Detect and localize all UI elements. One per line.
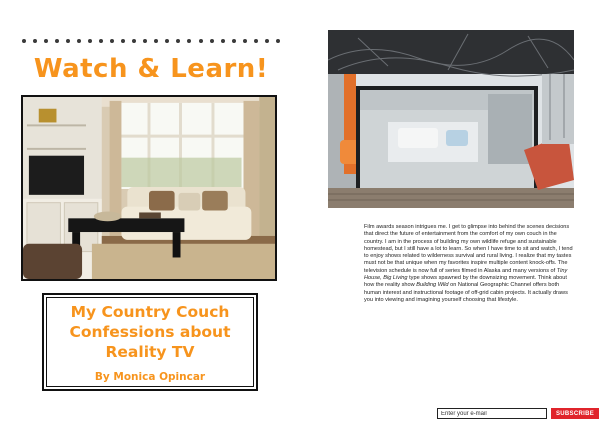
divider-dot (88, 39, 92, 43)
subscribe-button[interactable]: SUBSCRIBE (551, 408, 599, 419)
divider-dot (210, 39, 214, 43)
divider-dot (187, 39, 191, 43)
divider-dot (243, 39, 247, 43)
divider-dot (110, 39, 114, 43)
email-input[interactable] (437, 408, 547, 419)
divider-dot (99, 39, 103, 43)
dotted-divider (22, 38, 280, 44)
divider-dot (33, 39, 37, 43)
divider-dot (44, 39, 48, 43)
divider-dot (143, 39, 147, 43)
cabin-photo (328, 30, 574, 208)
divider-dot (154, 39, 158, 43)
show-title: Tiny House, Big Living (364, 267, 568, 282)
article-title-line-3: Reality TV (105, 343, 195, 361)
divider-dot (199, 39, 203, 43)
divider-dot (165, 39, 169, 43)
show-title: Building Wild (416, 282, 449, 289)
headline: Watch & Learn! (33, 54, 269, 84)
divider-dot (132, 39, 136, 43)
byline: By Monica Opincar (94, 371, 206, 383)
divider-dot (121, 39, 125, 43)
divider-dot (276, 39, 280, 43)
article-body (364, 224, 577, 304)
divider-dot (22, 39, 26, 43)
article-title-line-2: Confessions about (69, 323, 231, 341)
divider-dot (265, 39, 269, 43)
divider-dot (55, 39, 59, 43)
body-text-run: Film awards season intrigues me. I get to glimpse into behind the scenes decisions that direct the future of entertainment from the comfort of my own couch in the country. I am in the process of building my own wildlife refuge and sustainable homestead, but I still have a lot to learn. So when I have time to sit and watch, I tend to enjoy shows related to wilderness survival and rural living. I realize that my tastes must not be that unique when my favorites inspire multiple content knock-offs. The television schedule is now full of series filmed in Alaska and many versions of (364, 224, 573, 274)
divider-dot (66, 39, 70, 43)
divider-dot (221, 39, 225, 43)
living-room-photo (21, 95, 277, 281)
article-title-line-1: My Country Couch (70, 303, 230, 321)
divider-dot (77, 39, 81, 43)
divider-dot (254, 39, 258, 43)
body-text-run: type shows spawned by the downsizing movement. Think about how the reality show (364, 275, 567, 289)
subscribe-form (437, 408, 599, 419)
divider-dot (176, 39, 180, 43)
divider-dot (232, 39, 236, 43)
body-text-run: on National Geographic Channel offers both human interest and instructional footage of off-grid cabin projects. It actually draws you into viewing and imagining yourself choosing that lifestyle. (364, 282, 568, 303)
article-title-box (42, 293, 258, 391)
